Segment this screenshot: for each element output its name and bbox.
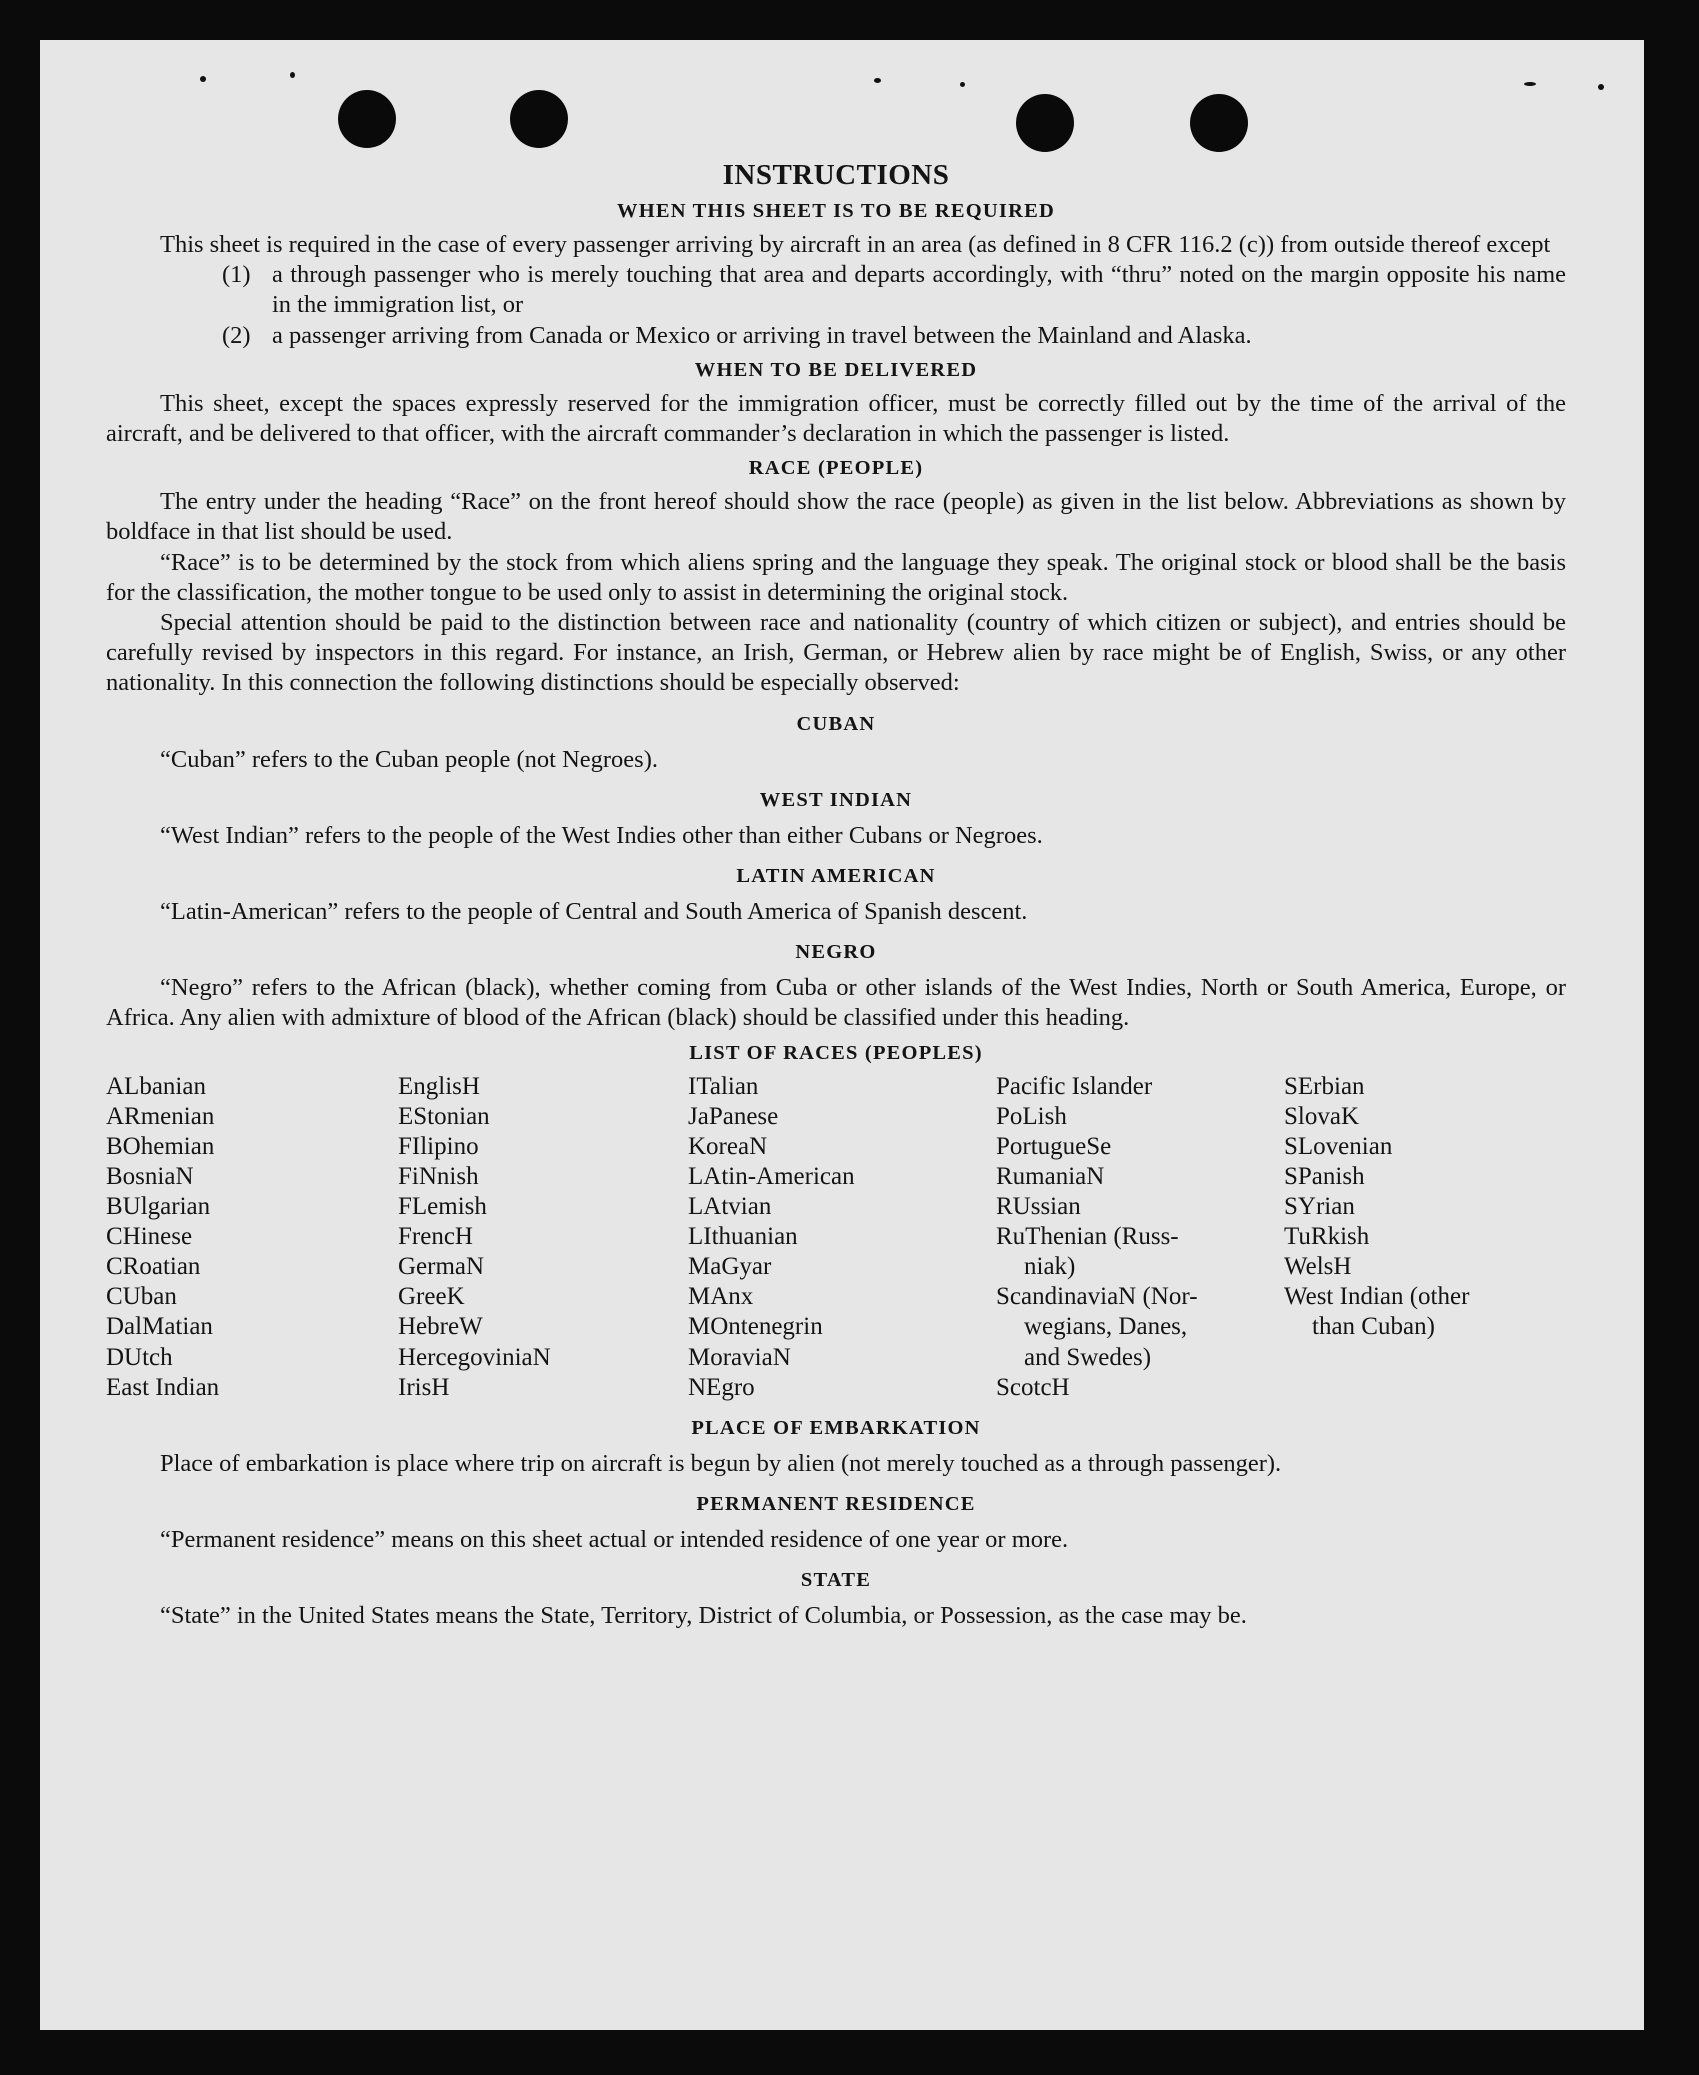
section-heading: CUBAN	[796, 712, 876, 735]
race-entry: EStonian	[398, 1102, 490, 1130]
race-entry: wegians, Danes,	[1024, 1313, 1188, 1341]
race-entry: ARmenian	[106, 1102, 215, 1130]
list-item	[106, 321, 1566, 351]
section-heading: WEST INDIAN	[759, 788, 913, 811]
race-entry: MoraviaN	[688, 1343, 791, 1371]
race-entry: GreeK	[398, 1283, 465, 1311]
race-entry: TuRkish	[1284, 1223, 1370, 1251]
paragraph: Special attention should be paid to the distinction between race and nationality (country of which citizen or subject), and entries should be carefully revised by inspectors in this regard. For instance, an Irish, German, or Hebrew alien by race might be of English, Swiss, or any other nationality. In this connection the following distinctions should be especially observed:	[106, 609, 1566, 697]
document-page	[40, 40, 1644, 2030]
section-heading: WHEN TO BE DELIVERED	[694, 358, 978, 381]
race-entry: than Cuban)	[1312, 1313, 1435, 1341]
paragraph: “Cuban” refers to the Cuban people (not Negroes).	[160, 745, 658, 773]
race-entry: RUssian	[996, 1193, 1081, 1221]
race-entry: ITalian	[688, 1072, 759, 1100]
race-entry: EnglisH	[398, 1072, 480, 1100]
dust-speck	[1524, 82, 1536, 86]
race-entry: LAtin-American	[688, 1162, 855, 1190]
item-number: (1)	[222, 261, 251, 289]
dust-speck	[960, 82, 965, 87]
race-entry: CRoatian	[106, 1253, 201, 1281]
race-entry: WelsH	[1284, 1253, 1352, 1281]
paragraph: “Permanent residence” means on this sheet actual or intended residence of one year or more.	[160, 1525, 1069, 1553]
race-entry: FLemish	[398, 1193, 487, 1221]
paragraph: Place of embarkation is place where trip on aircraft is begun by alien (not merely touched as a through passenger).	[160, 1449, 1282, 1477]
race-entry: JaPanese	[688, 1102, 779, 1130]
list-item	[106, 260, 1566, 320]
paragraph: “Latin-American” refers to the people of Central and South America of Spanish descent.	[160, 898, 1028, 926]
dust-speck	[874, 78, 881, 83]
race-entry: SlovaK	[1284, 1102, 1359, 1130]
race-entry: DalMatian	[106, 1313, 213, 1341]
race-entry: ScotcH	[996, 1373, 1070, 1401]
race-entry: CUban	[106, 1283, 177, 1311]
race-column	[688, 1072, 996, 1403]
race-entry: PortugueSe	[996, 1132, 1112, 1160]
race-entry: LIthuanian	[688, 1223, 798, 1251]
paragraph: The entry under the heading “Race” on the front hereof should show the race (people) as given in the list below. Abbreviations as shown by boldface in that list should be used.	[106, 488, 1566, 546]
section-heading: RACE (PEOPLE)	[748, 457, 924, 480]
race-column	[996, 1072, 1284, 1403]
race-column	[398, 1072, 688, 1403]
race-entry: DUtch	[106, 1343, 173, 1371]
race-entry: BUlgarian	[106, 1193, 211, 1221]
section-heading: STATE	[800, 1569, 872, 1592]
punch-hole	[1190, 94, 1248, 152]
section-heading: NEGRO	[795, 941, 877, 964]
race-entry: IrisH	[398, 1373, 450, 1401]
instructions-body	[106, 158, 1566, 1631]
race-entry: MaGyar	[688, 1253, 772, 1281]
paragraph: “Negro” refers to the African (black), whether coming from Cuba or other islands of the West Indies, North or South America, Europe, or Africa. Any alien with admixture of blood of the African (black) should be classified under this heading.	[106, 974, 1566, 1032]
race-entry: HebreW	[398, 1313, 483, 1341]
race-entry: ALbanian	[106, 1072, 206, 1100]
paragraph: This sheet is required in the case of every passenger arriving by aircraft in an area (as defined in 8 CFR 116.2 (c)) from outside thereof except	[160, 231, 1551, 258]
race-list	[106, 1072, 1566, 1403]
dust-speck	[200, 76, 206, 82]
race-entry: NEgro	[688, 1373, 755, 1401]
race-entry: SLovenian	[1284, 1132, 1393, 1160]
paragraph: “State” in the United States means the State, Territory, District of Columbia, or Possession, as the case may be.	[160, 1602, 1247, 1630]
race-entry: RuThenian (Russ-	[996, 1223, 1179, 1251]
race-entry: MAnx	[688, 1283, 754, 1311]
race-entry: FrencH	[398, 1223, 473, 1251]
dust-speck	[290, 72, 295, 78]
race-entry: and Swedes)	[1024, 1343, 1152, 1371]
race-column	[1284, 1072, 1544, 1403]
race-entry: Pacific Islander	[996, 1072, 1153, 1100]
page-title: INSTRUCTIONS	[722, 159, 950, 191]
race-entry: PoLish	[996, 1102, 1067, 1130]
section-heading: WHEN THIS SHEET IS TO BE REQUIRED	[617, 200, 1055, 222]
section-heading: LIST OF RACES (PEOPLES)	[689, 1041, 983, 1064]
race-entry: BosniaN	[106, 1162, 194, 1190]
race-entry: CHinese	[106, 1223, 193, 1251]
race-entry: KoreaN	[688, 1132, 768, 1160]
punch-hole	[338, 90, 396, 148]
race-entry: FiNnish	[398, 1162, 479, 1190]
race-entry: niak)	[1024, 1253, 1076, 1281]
race-entry: SErbian	[1284, 1072, 1365, 1100]
item-text: a through passenger who is merely touching that area and departs accordingly, with “thru” noted on the margin opposite his name in the immigration list, or	[272, 261, 1566, 319]
race-entry: SPanish	[1284, 1162, 1365, 1190]
dust-speck	[1598, 84, 1604, 90]
race-entry: East Indian	[106, 1373, 220, 1401]
race-entry: MOntenegrin	[688, 1313, 823, 1341]
race-entry: BOhemian	[106, 1132, 215, 1160]
punch-hole	[1016, 94, 1074, 152]
section-heading: LATIN AMERICAN	[736, 865, 936, 888]
race-entry: RumaniaN	[996, 1162, 1105, 1190]
race-entry: SYrian	[1284, 1193, 1355, 1221]
race-entry: GermaN	[398, 1253, 485, 1281]
paragraph: This sheet, except the spaces expressly reserved for the immigration officer, must be correctly filled out by the time of the arrival of the aircraft, and be delivered to that officer, with the aircraft commander’s declaration in which the passenger is listed.	[106, 389, 1566, 448]
race-entry: West Indian (other	[1284, 1283, 1470, 1311]
race-column	[106, 1072, 398, 1403]
race-entry: HercegoviniaN	[398, 1343, 551, 1371]
item-text: a passenger arriving from Canada or Mexico or arriving in travel between the Mainland and Alaska.	[272, 321, 1252, 349]
race-entry: ScandinaviaN (Nor-	[996, 1283, 1198, 1311]
race-entry: FIlipino	[398, 1132, 479, 1160]
section-heading: PLACE OF EMBARKATION	[691, 1416, 981, 1439]
race-entry: LAtvian	[688, 1193, 772, 1221]
punch-hole	[510, 90, 568, 148]
paragraph: “Race” is to be determined by the stock from which aliens spring and the language they speak. The original stock or blood shall be the basis for the classification, the mother tongue to be used only to assist in determining the original stock.	[106, 548, 1566, 606]
paragraph: “West Indian” refers to the people of the West Indies other than either Cubans or Negroes.	[160, 821, 1043, 849]
item-number: (2)	[222, 321, 251, 349]
section-heading: PERMANENT RESIDENCE	[696, 1492, 976, 1515]
